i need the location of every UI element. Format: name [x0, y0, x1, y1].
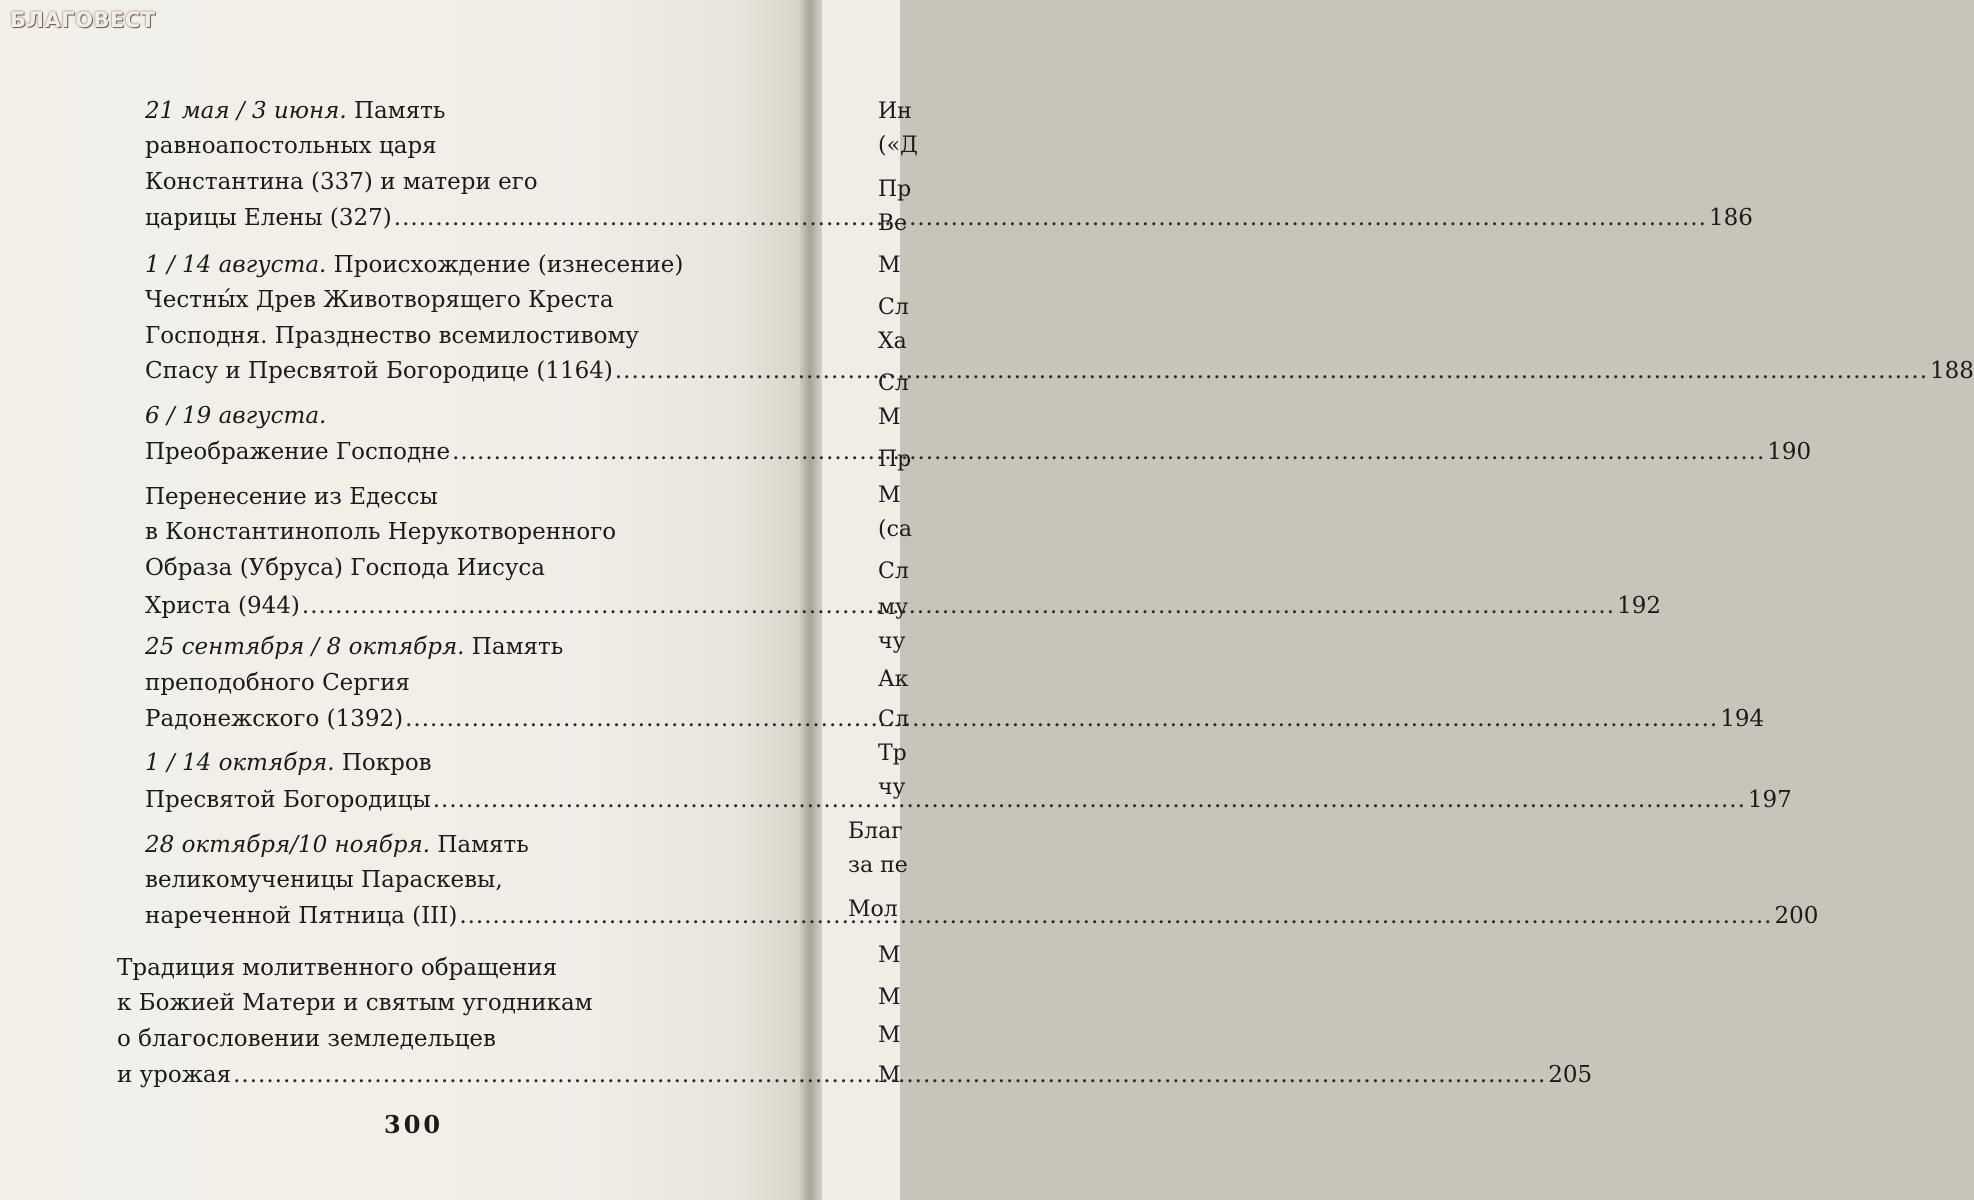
right-page-fragment: Сл: [878, 371, 909, 396]
toc-entry-line: 25 сентября / 8 октября. Память: [145, 634, 564, 660]
right-page-fragment: М: [878, 253, 901, 278]
toc-page-number: 188: [1930, 358, 1974, 384]
toc-date: 1 / 14 августа.: [145, 252, 327, 278]
toc-entry-line: Константина (337) и матери его: [145, 169, 538, 195]
toc-entry-line: 1 / 14 августа. Происхождение (изнесение): [145, 252, 684, 278]
toc-page-number: 190: [1767, 439, 1812, 465]
right-page-fragment: Сл: [878, 295, 909, 320]
toc-entry-line: Образа (Убруса) Господа Иисуса: [145, 555, 545, 581]
toc-entry-line: преподобного Сергия: [145, 670, 410, 696]
dot-leader: [615, 356, 1928, 386]
toc-page-number: 194: [1720, 706, 1765, 732]
right-page-fragment: Сл: [878, 707, 909, 732]
toc-entry-line: равноапостольных царя: [145, 133, 437, 159]
toc-entry-line: 28 октября/10 ноября. Память: [145, 832, 529, 858]
toc-entry-leader-line: Спасу и Пресвятой Богородице (1164) ..... 188: [145, 356, 695, 386]
dot-leader: [302, 591, 1615, 621]
right-page-fragment: М: [878, 405, 901, 430]
toc-entry-line: Перенесение из Едессы: [145, 484, 438, 510]
dot-leader: [433, 785, 1746, 815]
dot-leader: [459, 901, 1772, 931]
right-page-fragment: Сл: [878, 559, 909, 584]
dot-leader: [233, 1060, 1546, 1090]
right-page-fragment: за пе: [848, 853, 908, 878]
toc-page-number: 192: [1617, 593, 1661, 619]
toc-entry-leader-line: царицы Елены (327) ..... 186: [145, 203, 695, 233]
right-page-fragment: чу: [878, 629, 906, 654]
right-page-fragment: Пр: [878, 177, 912, 202]
toc-page-number: 186: [1708, 205, 1753, 231]
toc-entry-leader-line: нареченной Пятница (III) ..... 200: [145, 901, 695, 931]
toc-entry-line: 1 / 14 октября. Покров: [145, 750, 432, 776]
right-page-fragment: Мол: [848, 897, 898, 922]
toc-entry-line: великомученицы Параскевы,: [145, 867, 503, 893]
toc-section-line: Традиция молитвенного обращения: [117, 955, 558, 981]
toc-page-number: 205: [1548, 1062, 1593, 1088]
toc-entry-line: Господня. Празднество всемилостивому: [145, 323, 639, 349]
right-page-fragment: Ве: [878, 211, 908, 236]
right-page-fragment: Ак: [878, 667, 909, 692]
right-page-fragment: Пр: [878, 447, 912, 472]
toc-entry-line: 21 мая / 3 июня. Память: [145, 98, 446, 124]
toc-entry-leader-line: Радонежского (1392) ..... 194: [145, 704, 695, 734]
right-page-fragment: Ха: [878, 329, 907, 354]
watermark-logo: БЛАГОВЕСТ: [10, 8, 156, 32]
toc-date: 6 / 19 августа.: [145, 403, 327, 429]
dot-leader: [394, 203, 1707, 233]
right-page-fragment: М: [878, 985, 901, 1010]
right-page-fragment: М: [878, 943, 901, 968]
toc-page-number: 200: [1774, 903, 1819, 929]
toc-entry-leader-line: Христа (944) ..... 192: [145, 591, 695, 621]
toc-entry-line: Честны́х Древ Животворящего Креста: [145, 287, 614, 313]
toc-date: 21 мая / 3 июня.: [145, 98, 347, 124]
toc-page-number: 197: [1747, 787, 1792, 813]
dot-leader: [452, 437, 1765, 467]
right-page-fragment: Благ: [848, 819, 903, 844]
right-page-fragment: М: [878, 1023, 901, 1048]
toc-date: 28 октября/10 ноября.: [145, 832, 431, 858]
right-page-fragment: чу: [878, 775, 906, 800]
toc-date: 1 / 14 октября.: [145, 750, 335, 776]
page-number: 300: [384, 1110, 444, 1139]
right-page-fragment: Ин: [878, 99, 912, 124]
toc-section-line: к Божией Матери и святым угодникам: [117, 990, 593, 1016]
toc-section-leader-line: и урожая ..... 205: [117, 1060, 695, 1090]
right-page-fragment: Тр: [878, 741, 907, 766]
dot-leader: [405, 704, 1718, 734]
right-page-fragment: (са: [878, 517, 913, 542]
toc-entry-line: [145, 401, 326, 431]
right-page-fragment: М: [878, 1063, 901, 1088]
right-page-fragment: («Д: [878, 133, 918, 158]
toc-entry-leader-line: Пресвятой Богородицы ..... 197: [145, 785, 695, 815]
toc-section-line: о благословении земледельцев: [117, 1026, 496, 1052]
toc-date: 25 сентября / 8 октября.: [145, 634, 465, 660]
toc-entry-line: в Константинополь Нерукотворенного: [145, 519, 617, 545]
right-page-fragment: му: [878, 595, 909, 620]
right-page-fragment: М: [878, 483, 901, 508]
toc-entry-leader-line: Преображение Господне ..... 190: [145, 437, 695, 467]
